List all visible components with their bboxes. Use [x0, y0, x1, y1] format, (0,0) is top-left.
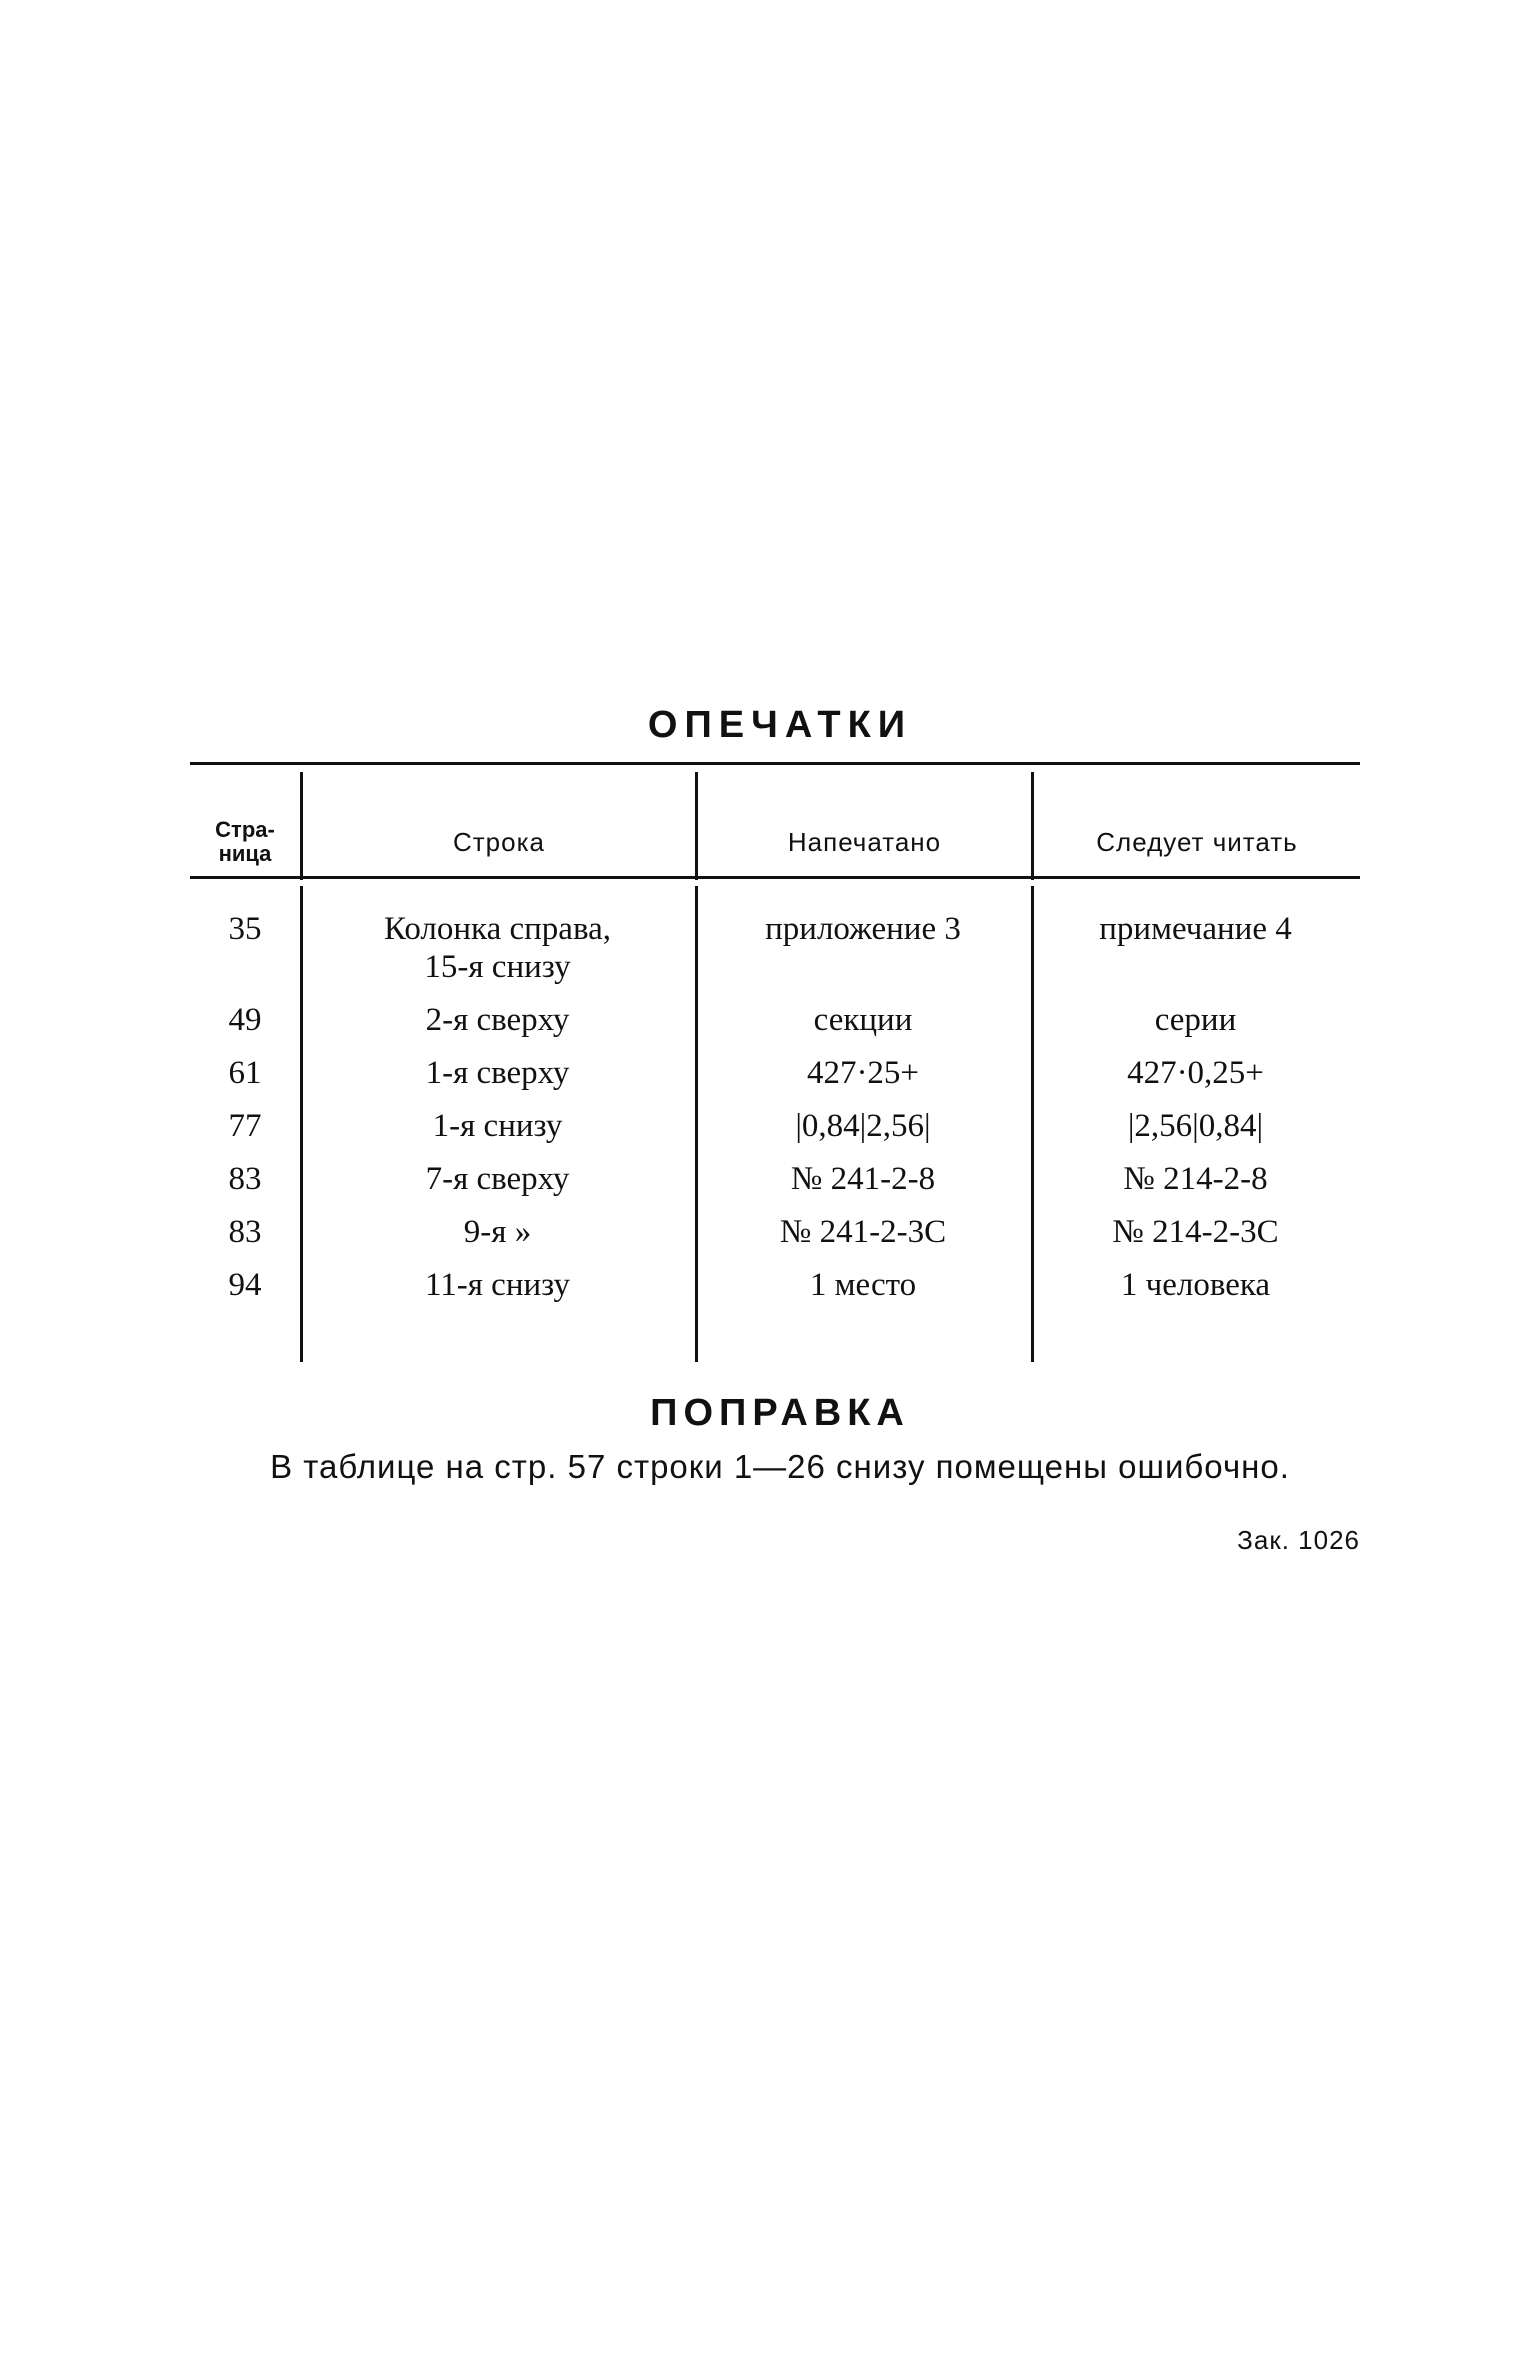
cell-should-read: |2,56|0,84| — [1127, 1108, 1264, 1144]
cell-printed: 1 место — [809, 1267, 917, 1303]
cell-printed: № 241-2-8 — [790, 1161, 936, 1197]
cell-line: 11-я снизу — [424, 1267, 570, 1303]
errata-table — [190, 762, 1360, 1362]
table-row — [190, 1160, 1360, 1198]
errata-title: ОПЕЧАТКИ — [647, 704, 913, 746]
table-row — [190, 910, 1360, 986]
cell-printed: секции — [813, 1002, 913, 1038]
cell-page: 61 — [228, 1055, 262, 1091]
correction-title: ПОПРАВКА — [650, 1392, 910, 1434]
cell-page: 35 — [228, 911, 262, 947]
table-row — [190, 1001, 1360, 1039]
cell-line: 1-я сверху — [425, 1055, 570, 1091]
cell-page: 83 — [228, 1161, 262, 1197]
cell-line: 9-я » — [463, 1214, 532, 1250]
table-row — [190, 1213, 1360, 1251]
cell-should-read: № 214-2-8 — [1123, 1161, 1268, 1197]
header-should-read: Следует читать — [1096, 826, 1298, 857]
order-number: Зак. 1026 — [1237, 1525, 1360, 1555]
header-page — [190, 802, 300, 882]
cell-page: 77 — [228, 1108, 262, 1144]
header-page-line2: ница — [218, 841, 272, 866]
cell-printed: |0,84|2,56| — [795, 1108, 931, 1144]
table-row — [190, 1107, 1360, 1145]
cell-printed: приложение 3 — [765, 911, 961, 947]
cell-line: 1-я снизу — [432, 1108, 563, 1144]
cell-should-read: № 214-2-3С — [1112, 1214, 1279, 1250]
header-line: Строка — [452, 826, 545, 857]
cell-page: 94 — [228, 1267, 262, 1303]
cell-page: 49 — [228, 1002, 262, 1038]
cell-should-read: 1 человека — [1120, 1267, 1271, 1303]
table-top-rule — [190, 762, 1360, 765]
table-row — [190, 1054, 1360, 1092]
cell-line: 7-я сверху — [425, 1161, 570, 1197]
cell-line: 2-я сверху — [425, 1002, 570, 1038]
cell-should-read: серии — [1154, 1002, 1237, 1038]
correction-text: В таблице на стр. 57 строки 1—26 снизу помещены ошибочно. — [270, 1448, 1290, 1485]
cell-should-read: 427·0,25+ — [1127, 1055, 1264, 1091]
header-page-line1: Стра- — [215, 817, 275, 842]
cell-should-read: примечание 4 — [1099, 911, 1292, 947]
cell-line: Колонка справа, 15-я снизу — [384, 911, 611, 985]
cell-printed: 427·25+ — [806, 1055, 920, 1091]
header-printed: Напечатано — [787, 826, 942, 857]
cell-printed: № 241-2-3С — [779, 1214, 947, 1250]
table-row — [190, 1266, 1360, 1304]
cell-page: 83 — [228, 1214, 262, 1250]
table-body — [190, 910, 1360, 1319]
